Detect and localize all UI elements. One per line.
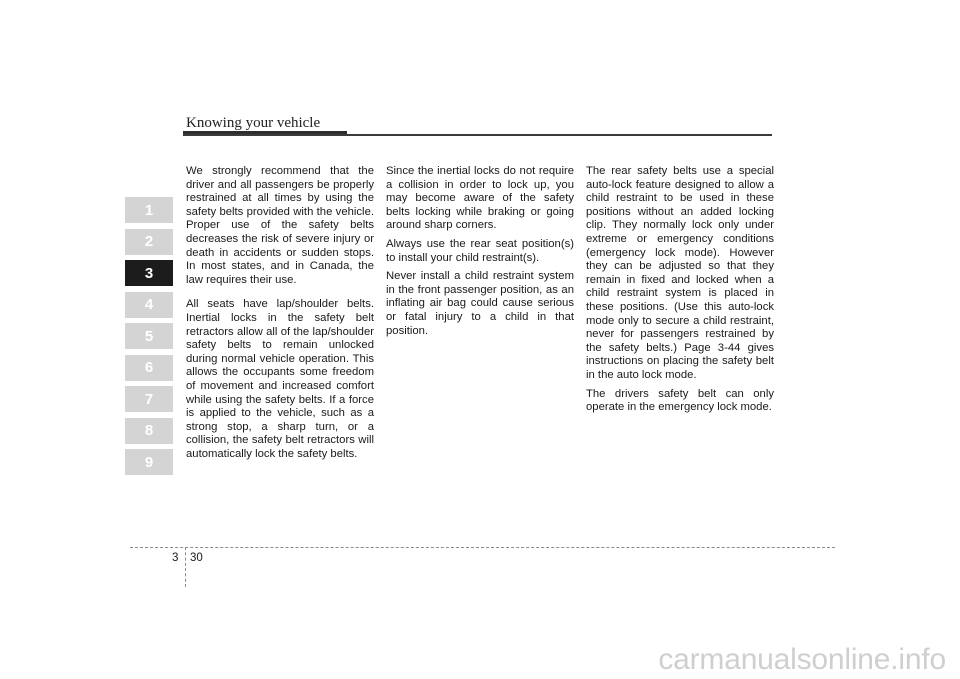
paragraph: Since the inertial locks do not require a collision in order to lock up, you may become aware of the safety belts locking while braking or going around sharp corners.: [386, 165, 574, 232]
watermark: carmanualsonline.info: [658, 643, 946, 676]
chapter-tab-7[interactable]: 7: [125, 386, 173, 412]
chapter-tab-4[interactable]: 4: [125, 292, 173, 318]
chapter-tabs: [125, 197, 173, 481]
chapter-tab-1[interactable]: 1: [125, 197, 173, 223]
chapter-tab-2[interactable]: 2: [125, 229, 173, 255]
paragraph: The rear safety belts use a special auto-lock feature designed to allow a child restraint to be used in these positions without an added locking clip. They normally lock only under extreme or emergency conditions (emergency lock mode). However they can be adjusted so that they remain in fixed and locked when a child restraint system is placed in these positions. (Use this auto-lock mode only to secure a child restraint, never for passengers restrained by the safety belts.) Page 3-44 gives instructions on placing the safety belt in the auto lock mode.: [586, 165, 774, 381]
header-rule: [183, 134, 772, 136]
chapter-tab-3[interactable]: 3: [125, 260, 173, 286]
chapter-tab-8[interactable]: 8: [125, 418, 173, 444]
paragraph: Always use the rear seat position(s) to install your child restraint(s).: [386, 237, 574, 264]
footer-page-number: 30: [190, 552, 203, 564]
footer-rule: [130, 547, 835, 548]
text-column-3: [586, 165, 774, 420]
footer-divider: [185, 547, 186, 587]
chapter-tab-9[interactable]: 9: [125, 449, 173, 475]
paragraph: We strongly recommend that the driver and all passengers be properly restrained at all times by using the safety belts provided with the vehicle. Proper use of the safety belts decreases the risk of severe injury or death in accidents or sudden stops. In most states, and in Canada, the law requires their use.: [186, 165, 374, 286]
footer-chapter-number: 3: [172, 552, 179, 564]
paragraph: Never install a child restraint system in the front passenger position, as an inflating air bag could cause serious or fatal injury to a child in that position.: [386, 270, 574, 337]
section-title: Knowing your vehicle: [186, 115, 321, 131]
paragraph: The drivers safety belt can only operate in the emergency lock mode.: [586, 387, 774, 414]
text-column-2: [386, 165, 574, 343]
chapter-tab-5[interactable]: 5: [125, 323, 173, 349]
paragraph: All seats have lap/shoulder belts. Inertial locks in the safety belt retractors allow all of the lap/shoulder safety belts to remain unlocked during normal vehicle operation. This allows the occupants some freedom of movement and increased comfort while using the safety belts. If a force is applied to the vehicle, such as a strong stop, a sharp turn, or a collision, the safety belt retractors will automatically lock the safety belts.: [186, 298, 374, 460]
chapter-tab-6[interactable]: 6: [125, 355, 173, 381]
text-column-1: [186, 165, 374, 466]
